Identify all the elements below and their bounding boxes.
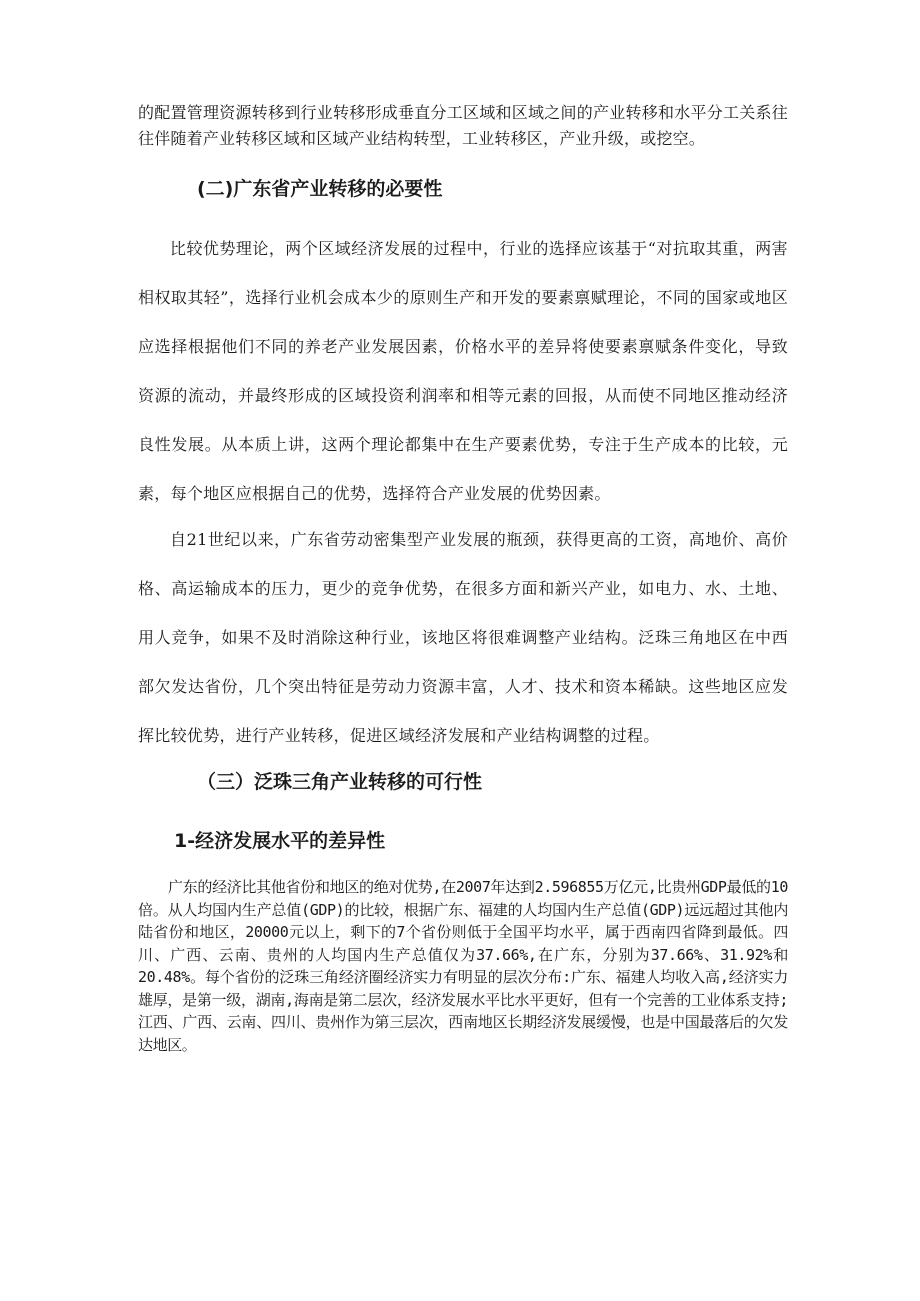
paragraph-gdp: 广东的经济比其他省份和地区的绝对优势,在2007年达到2.596855万亿元,比贵州GDP最低的10倍。从人均国内生产总值(GDP)的比较，根据广东、福建的人均国内生产总值(GDP)远远超过其他内陆省份和地区，20000元以上，剩下的7个省份则低于全国平均水平，属于西南四省降到最低。四川、广西、云南、贵州的人均国内生产总值仅为37.66%,在广东，分别为37.66%、31.92%和20.48%。每个省份的泛珠三角经济圈经济实力有明显的层次分布:广东、福建人均收入高,经济实力雄厚，是第一级，湖南,海南是第二层次，经济发展水平比水平更好，但有一个完善的工业体系支持;江西、广西、云南、四川、贵州作为第三层次，西南地区长期经济发展缓慢，也是中国最落后的欠发达地区。 bbox=[138, 878, 788, 1054]
paragraph-21st-century: 自21世纪以来，广东省劳动密集型产业发展的瓶颈，获得更高的工资，高地价、高价格、高运输成本的压力，更少的竞争优势，在很多方面和新兴产业，如电力、水、土地、用人竞争，如果不及时消除这种行业，该地区将很难调整产业结构。泛珠三角地区在中西部欠发达省份，几个突出特征是劳动力资源丰富，人才、技术和资本稀缺。这些地区应发挥比较优势，进行产业转移，促进区域经济发展和产业结构调整的过程。 bbox=[138, 530, 788, 745]
top-paragraph: 的配置管理资源转移到行业转移形成垂直分工区域和区域之间的产业转移和水平分工关系往往伴随着产业转移区域和区域产业结构转型，工业转移区，产业升级，或挖空。 bbox=[138, 103, 788, 148]
heading-necessity: (二)广东省产业转移的必要性 bbox=[197, 178, 443, 200]
heading-feasibility: （三）泛珠三角产业转移的可行性 bbox=[197, 771, 483, 793]
heading-economic-difference: 1-经济发展水平的差异性 bbox=[174, 830, 386, 852]
paragraph-theory: 比较优势理论，两个区域经济发展的过程中，行业的选择应该基于“对抗取其重，两害相权取其轻”，选择行业机会成本少的原则生产和开发的要素禀赋理论，不同的国家或地区应选择根据他们不同的养老产业发展因素，价格水平的差异将使要素禀赋条件变化，导致资源的流动，并最终形成的区域投资利润率和相等元素的回报，从而使不同地区推动经济良性发展。从本质上讲，这两个理论都集中在生产要素优势，专注于生产成本的比较，元素，每个地区应根据自己的优势，选择符合产业发展的优势因素。 bbox=[138, 239, 788, 503]
